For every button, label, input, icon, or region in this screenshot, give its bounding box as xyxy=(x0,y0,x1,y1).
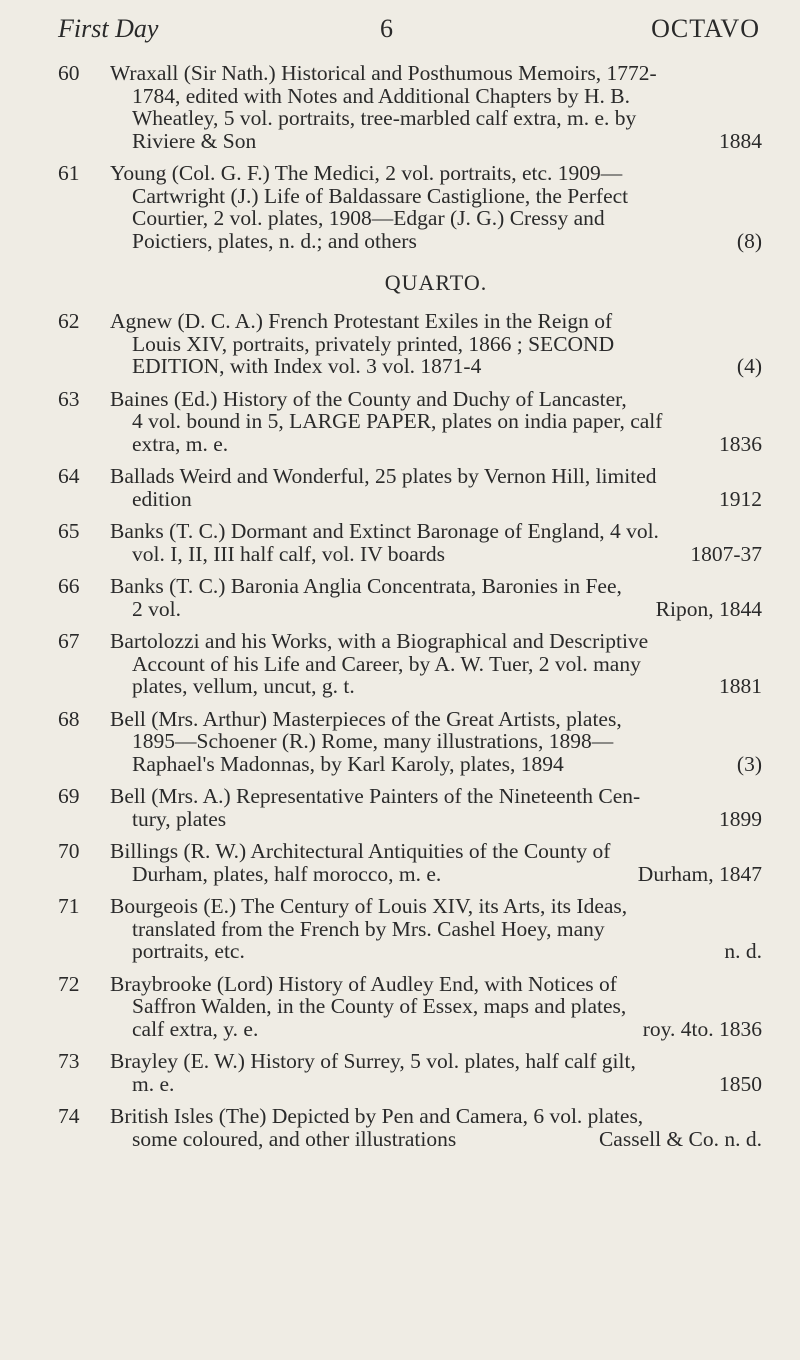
catalogue-entry xyxy=(58,630,762,698)
entry-line xyxy=(110,598,762,621)
entry-line-text: edition xyxy=(132,486,192,511)
entry-line-text: EDITION, with Index vol. 3 vol. 1871-4 xyxy=(132,354,482,378)
entry-line: Billings (R. W.) Architectural Antiquities of the County of xyxy=(110,839,611,863)
entry-description xyxy=(110,708,762,776)
lot-number: 64 xyxy=(58,464,80,488)
entry-line: Ballads Weird and Wonderful, 25 plates by Vernon Hill, limited xyxy=(110,464,657,488)
lot-number: 70 xyxy=(58,839,80,863)
entry-line xyxy=(110,355,762,378)
entry-description xyxy=(110,520,762,565)
entry-line xyxy=(110,1073,762,1096)
entry-line xyxy=(110,1018,762,1041)
entry-line xyxy=(110,940,762,963)
entry-date-or-count: n. d. xyxy=(724,939,762,963)
lot-number: 73 xyxy=(58,1049,80,1073)
lot-number: 66 xyxy=(58,574,80,598)
entry-line-text: Riviere & Son xyxy=(132,128,257,153)
catalogue-entry xyxy=(58,708,762,776)
lot-number: 67 xyxy=(58,629,80,653)
catalogue-entry xyxy=(58,575,762,620)
page-number: 6 xyxy=(380,14,393,43)
catalogue-entry xyxy=(58,62,762,152)
lot-number: 63 xyxy=(58,386,80,411)
entry-line: Agnew (D. C. A.) French Protestant Exiles in the Reign of xyxy=(110,309,613,333)
entry-date-or-count: (3) xyxy=(736,751,762,776)
entry-date-or-count: 1884 xyxy=(719,128,762,153)
entry-date-or-count: 1899 xyxy=(719,806,762,831)
lot-number: 62 xyxy=(58,309,80,333)
catalogue-entry xyxy=(58,1105,762,1150)
entry-line: 1895—Schoener (R.) Rome, many illustrations, 1898— xyxy=(132,729,614,753)
catalogue-entry xyxy=(58,895,762,963)
entry-line: Wheatley, 5 vol. portraits, tree-marbled calf extra, m. e. by xyxy=(132,106,637,130)
entry-line: British Isles (The) Depicted by Pen and Camera, 6 vol. plates, xyxy=(110,1104,644,1128)
entry-line: Courtier, 2 vol. plates, 1908—Edgar (J. G.) Cressy and xyxy=(132,206,605,230)
entry-line xyxy=(110,1128,762,1151)
entry-description xyxy=(110,310,762,378)
lot-number: 71 xyxy=(58,894,80,918)
catalogue-entry xyxy=(58,162,762,252)
lot-number: 60 xyxy=(58,61,80,85)
entry-line: Bartolozzi and his Works, with a Biographical and Descriptive xyxy=(110,629,649,653)
entry-line: Wraxall (Sir Nath.) Historical and Posthumous Memoirs, 1772- xyxy=(110,61,657,85)
entry-line: Bell (Mrs. A.) Representative Painters of the Nineteenth Cen- xyxy=(110,784,641,808)
lot-number: 65 xyxy=(58,519,80,543)
entry-line-text: extra, m. e. xyxy=(132,431,229,456)
catalogue-entry xyxy=(58,465,762,510)
catalogue-entry xyxy=(58,785,762,830)
entry-line-text: Poictiers, plates, n. d.; and others xyxy=(132,228,417,253)
entry-line xyxy=(110,433,762,456)
entry-date-or-count: Durham, 1847 xyxy=(637,861,762,886)
entry-line: 1784, edited with Notes and Additional Chapters by H. B. xyxy=(132,83,631,108)
catalogue-entry xyxy=(58,520,762,565)
entry-line: Banks (T. C.) Dormant and Extinct Baronage of England, 4 vol. xyxy=(110,519,659,543)
entry-line: Young (Col. G. F.) The Medici, 2 vol. portraits, etc. 1909— xyxy=(110,161,623,185)
lot-number: 69 xyxy=(58,784,80,808)
entry-date-or-count: 1881 xyxy=(719,674,762,698)
entry-description xyxy=(110,630,762,698)
entry-line xyxy=(110,488,762,511)
entry-line xyxy=(110,675,762,698)
lot-number: 61 xyxy=(58,161,80,185)
entry-date-or-count: 1836 xyxy=(719,431,762,456)
catalogue-entry xyxy=(58,388,762,456)
entry-line: Cartwright (J.) Life of Baldassare Castiglione, the Perfect xyxy=(132,183,629,208)
entry-date-or-count: 1807-37 xyxy=(690,541,762,566)
entry-line: translated from the French by Mrs. Cashel Hoey, many xyxy=(132,916,605,941)
entry-date-or-count: Cassell & Co. n. d. xyxy=(598,1126,762,1151)
lot-number: 68 xyxy=(58,706,80,731)
entry-date-or-count: (8) xyxy=(736,228,762,253)
entry-description xyxy=(110,1105,762,1150)
catalogue-entry xyxy=(58,840,762,885)
header-day: First Day xyxy=(58,14,159,43)
entry-line: Louis XIV, portraits, privately printed, 1866 ; SECOND xyxy=(132,331,615,356)
entry-line-text: m. e. xyxy=(132,1071,175,1096)
entry-line xyxy=(110,863,762,886)
entry-line-text: vol. I, II, III half calf, vol. IV boards xyxy=(132,541,446,566)
entry-line-text: plates, vellum, uncut, g. t. xyxy=(132,674,355,698)
entry-description xyxy=(110,895,762,963)
entry-line-text: Raphael's Madonnas, by Karl Karoly, plates, 1894 xyxy=(132,751,564,776)
catalogue-entry xyxy=(58,973,762,1041)
entry-date-or-count: (4) xyxy=(736,354,762,378)
entry-line: Bourgeois (E.) The Century of Louis XIV, its Arts, its Ideas, xyxy=(110,894,628,918)
entry-line: Account of his Life and Career, by A. W. Tuer, 2 vol. many xyxy=(132,651,641,676)
entry-date-or-count: Ripon, 1844 xyxy=(655,596,762,621)
catalogue-entries xyxy=(58,62,762,1160)
entry-line-text: portraits, etc. xyxy=(132,939,245,963)
entry-line-text: Durham, plates, half morocco, m. e. xyxy=(132,861,442,886)
entry-date-or-count: roy. 4to. 1836 xyxy=(642,1016,762,1041)
entry-line-text: some coloured, and other illustrations xyxy=(132,1126,457,1151)
entry-date-or-count: 1850 xyxy=(719,1071,762,1096)
page-header xyxy=(58,8,760,48)
entry-line xyxy=(110,808,762,831)
entry-line-text: calf extra, y. e. xyxy=(132,1016,259,1041)
entry-line xyxy=(110,130,762,153)
entry-description xyxy=(110,973,762,1041)
entry-line: Braybrooke (Lord) History of Audley End, with Notices of xyxy=(110,971,617,996)
entry-description xyxy=(110,785,762,830)
lot-number: 74 xyxy=(58,1104,80,1128)
entry-description xyxy=(110,465,762,510)
entry-line: Brayley (E. W.) History of Surrey, 5 vol. plates, half calf gilt, xyxy=(110,1049,636,1073)
entry-line: Baines (Ed.) History of the County and Duchy of Lancaster, xyxy=(110,386,627,411)
header-format: OCTAVO xyxy=(651,14,760,43)
entry-description xyxy=(110,575,762,620)
catalogue-entry xyxy=(58,310,762,378)
catalogue-entry xyxy=(58,1050,762,1095)
entry-line: Saffron Walden, in the County of Essex, maps and plates, xyxy=(132,994,627,1018)
lot-number: 72 xyxy=(58,971,80,996)
entry-description xyxy=(110,1050,762,1095)
entry-description xyxy=(110,62,762,152)
entry-line-text: tury, plates xyxy=(132,806,227,831)
entry-line: Bell (Mrs. Arthur) Masterpieces of the Great Artists, plates, xyxy=(110,706,622,731)
entry-description xyxy=(110,840,762,885)
entry-line-text: 2 vol. xyxy=(132,596,181,621)
section-title-quarto: QUARTO. xyxy=(384,270,488,295)
entry-description xyxy=(110,162,762,252)
entry-line: 4 vol. bound in 5, LARGE PAPER, plates on india paper, calf xyxy=(132,409,663,433)
entry-line xyxy=(110,543,762,566)
entry-date-or-count: 1912 xyxy=(719,486,762,511)
entry-line xyxy=(110,230,762,253)
entry-line xyxy=(110,753,762,776)
entry-description xyxy=(110,388,762,456)
entry-line: Banks (T. C.) Baronia Anglia Concentrata, Baronies in Fee, xyxy=(110,574,622,598)
